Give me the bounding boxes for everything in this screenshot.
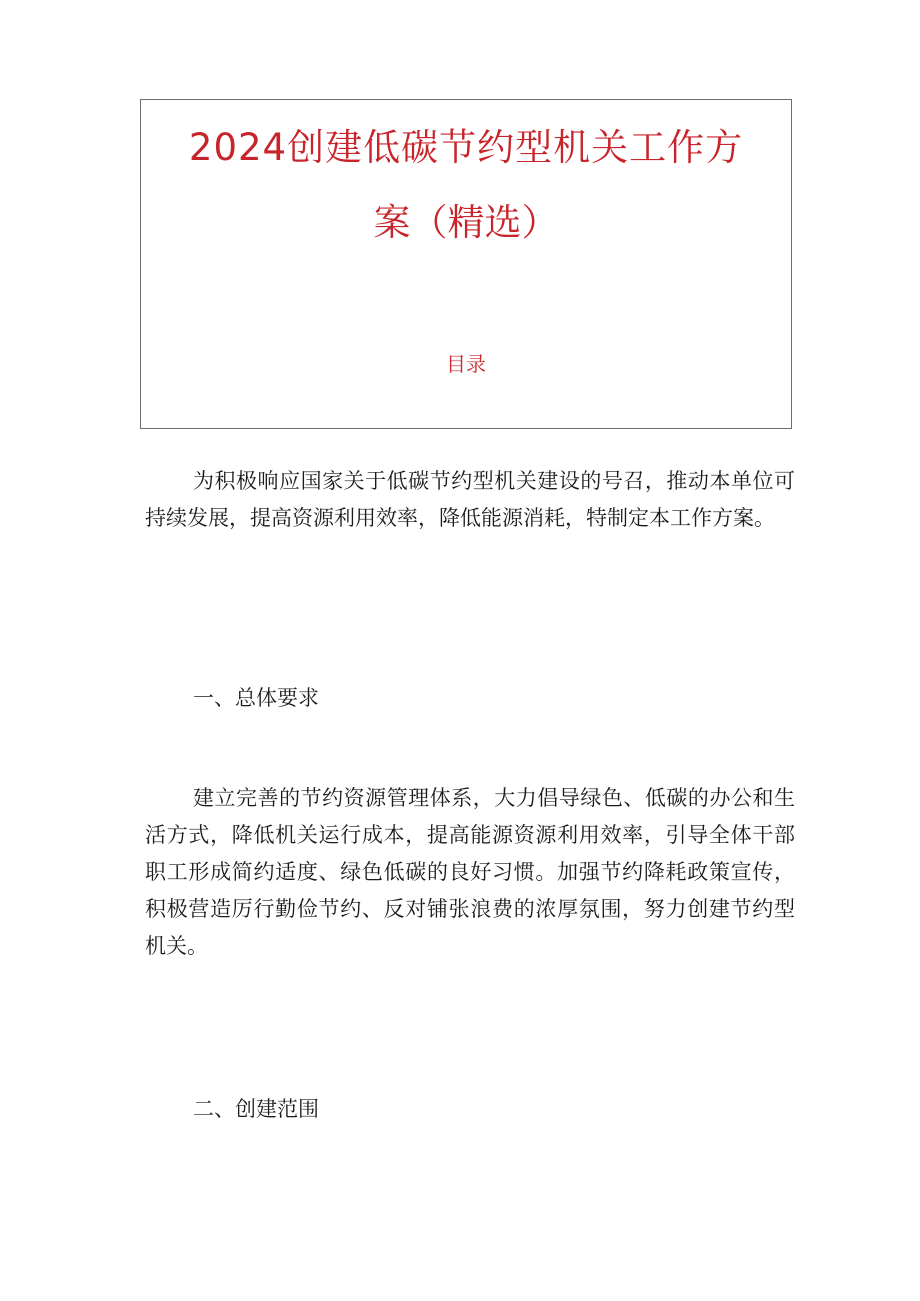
- intro-paragraph: 为积极响应国家关于低碳节约型机关建设的号召，推动本单位可持续发展，提高资源利用效率，降低能源消耗，特制定本工作方案。: [145, 469, 795, 530]
- section-1-paragraph: 建立完善的节约资源管理体系，大力倡导绿色、低碳的办公和生活方式，降低机关运行成本，提高能源资源利用效率，引导全体干部职工形成简约适度、绿色低碳的良好习惯。加强节约降耗政策宣传，积极营造厉行勤俭节约、反对铺张浪费的浓厚氛围，努力创建节约型机关。: [145, 786, 795, 958]
- title-box: [140, 99, 792, 429]
- section-heading-2: 二、创建范围: [193, 1097, 319, 1121]
- table-of-contents-label[interactable]: 目录: [446, 352, 486, 376]
- section-heading-1: 一、总体要求: [193, 686, 319, 710]
- document-title-line-2: 案（精选）: [373, 201, 559, 244]
- document-title-line-1: 2024创建低碳节约型机关工作方: [188, 126, 744, 169]
